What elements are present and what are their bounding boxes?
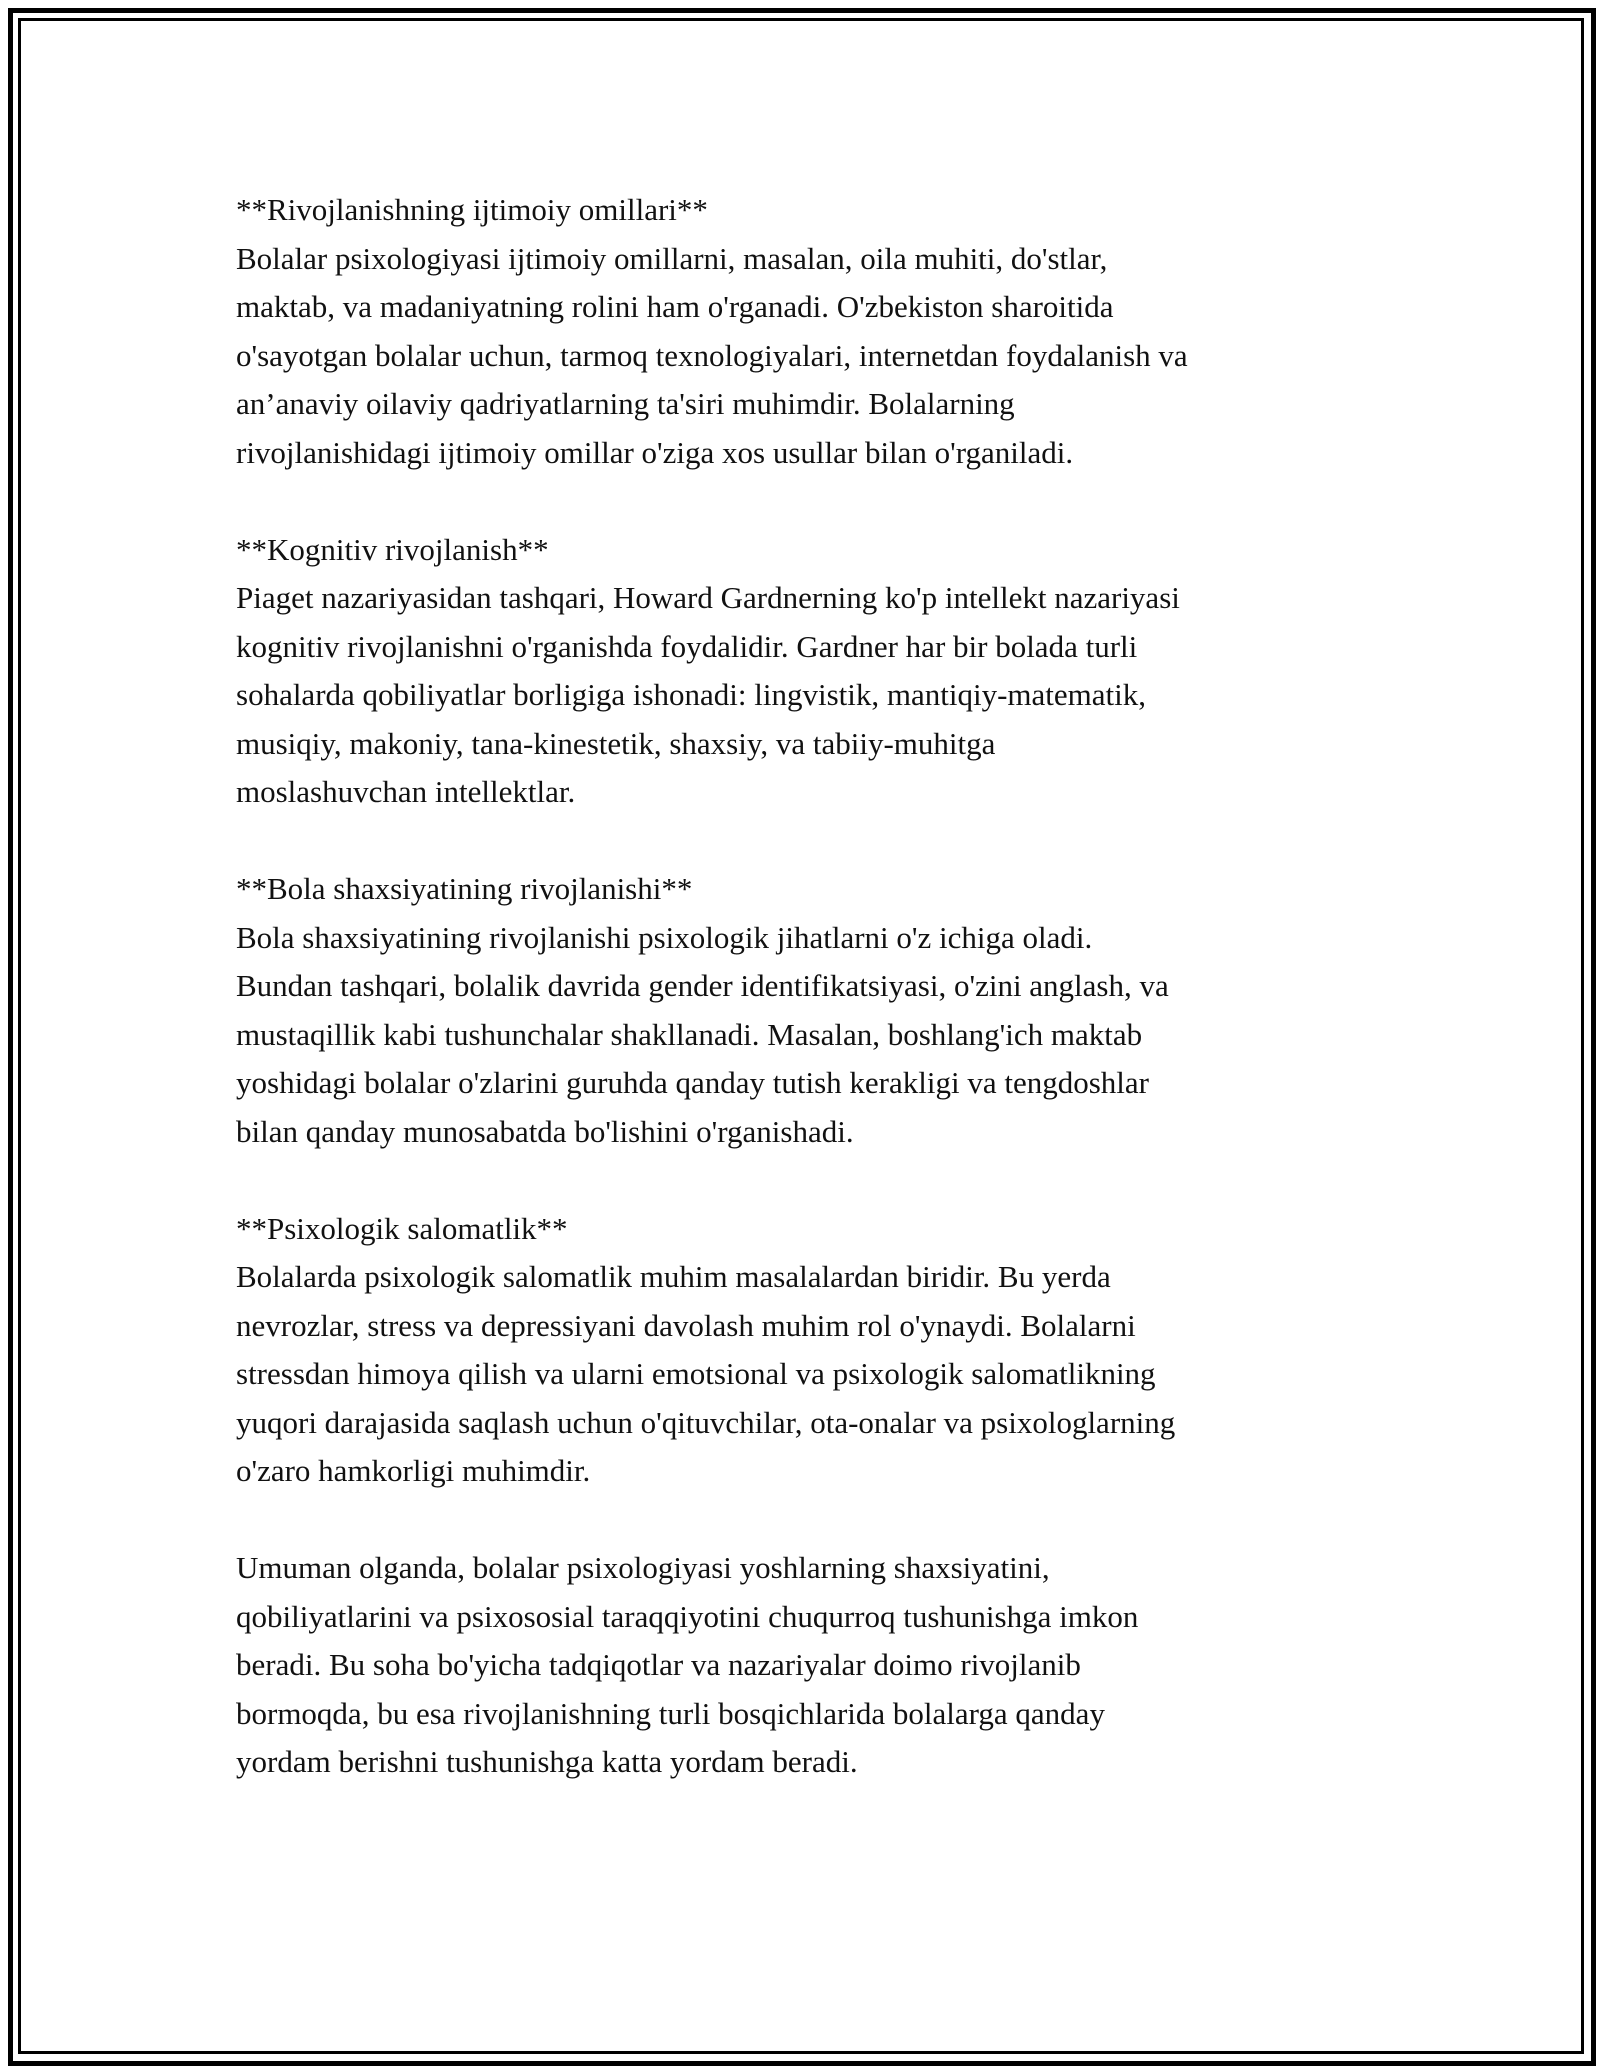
paragraph-line: o'zaro hamkorligi muhimdir. bbox=[236, 1453, 591, 1488]
paragraph-line: Piaget nazariyasidan tashqari, Howard Gardnerning ko'p intellekt nazariyasi bbox=[236, 580, 1180, 615]
paragraph-line: an’anaviy oilaviy qadriyatlarning ta'siri muhimdir. Bolalarning bbox=[236, 386, 1015, 421]
paragraph-line: yoshidagi bolalar o'zlarini guruhda qanday tutish kerakligi va tengdoshlar bbox=[236, 1065, 1149, 1100]
section-heading: **Kognitiv rivojlanish** bbox=[236, 531, 549, 567]
paragraph-line: rivojlanishidagi ijtimoiy omillar o'ziga xos usullar bilan o'rganiladi. bbox=[236, 434, 1074, 470]
paragraph-line: nevrozlar, stress va depressiyani davolash muhim rol o'ynaydi. Bolalarni bbox=[236, 1307, 1136, 1343]
paragraph-line: mustaqillik kabi tushunchalar shakllanadi. Masalan, boshlang'ich maktab bbox=[236, 1016, 1143, 1052]
paragraph-line: Bolalar psixologiyasi ijtimoiy omillarni, masalan, oila muhiti, do'stlar, bbox=[236, 240, 1108, 276]
document-body bbox=[236, 186, 1386, 1835]
section-psychological-health bbox=[236, 1205, 1386, 1496]
paragraph-line: yordam berishni tushunishga katta yordam beradi. bbox=[236, 1744, 858, 1779]
paragraph-line: maktab, va madaniyatning rolini ham o'rganadi. O'zbekiston sharoitida bbox=[236, 289, 1114, 324]
paragraph-line: Bola shaxsiyatining rivojlanishi psixologik jihatlarni o'z ichiga oladi. bbox=[236, 919, 1093, 955]
section-conclusion bbox=[236, 1544, 1386, 1787]
paragraph-line: o'sayotgan bolalar uchun, tarmoq texnologiyalari, internetdan foydalanish va bbox=[236, 337, 1188, 373]
section-social-factors bbox=[236, 186, 1386, 477]
paragraph-line: stressdan himoya qilish va ularni emotsional va psixologik salomatlikning bbox=[236, 1356, 1156, 1391]
paragraph-line: yuqori darajasida saqlash uchun o'qituvchilar, ota-onalar va psixologlarning bbox=[236, 1404, 1176, 1440]
section-heading: **Psixologik salomatlik** bbox=[236, 1210, 568, 1246]
paragraph-line: beradi. Bu soha bo'yicha tadqiqotlar va nazariyalar doimo rivojlanib bbox=[236, 1647, 1081, 1682]
paragraph-line: moslashuvchan intellektlar. bbox=[236, 774, 576, 809]
paragraph-line: Bolalarda psixologik salomatlik muhim masalalardan biridir. Bu yerda bbox=[236, 1259, 1111, 1294]
paragraph-line: kognitiv rivojlanishni o'rganishda foydalidir. Gardner har bir bolada turli bbox=[236, 628, 1138, 664]
paragraph-line: Umuman olganda, bolalar psixologiyasi yoshlarning shaxsiyatini, bbox=[236, 1550, 1050, 1585]
paragraph-line: Bundan tashqari, bolalik davrida gender identifikatsiyasi, o'zini anglash, va bbox=[236, 968, 1169, 1003]
paragraph-line: bilan qanday munosabatda bo'lishini o'rganishadi. bbox=[236, 1113, 854, 1149]
paragraph-line: bormoqda, bu esa rivojlanishning turli bosqichlarida bolalarga qanday bbox=[236, 1695, 1105, 1731]
paragraph-line: musiqiy, makoniy, tana-kinestetik, shaxsiy, va tabiiy-muhitga bbox=[236, 725, 996, 761]
section-heading: **Rivojlanishning ijtimoiy omillari** bbox=[236, 192, 708, 227]
section-heading: **Bola shaxsiyatining rivojlanishi** bbox=[236, 871, 693, 906]
section-personality-development bbox=[236, 865, 1386, 1156]
paragraph-line: qobiliyatlarini va psixososial taraqqiyotini chuqurroq tushunishga imkon bbox=[236, 1598, 1139, 1634]
section-cognitive-development bbox=[236, 526, 1386, 817]
paragraph-line: sohalarda qobiliyatlar borligiga ishonadi: lingvistik, mantiqiy-matematik, bbox=[236, 677, 1147, 712]
